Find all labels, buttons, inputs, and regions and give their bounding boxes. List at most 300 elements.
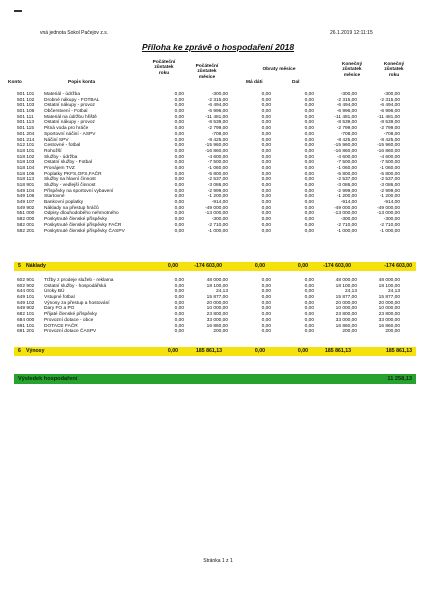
col-header-kon2-line3: roku — [388, 72, 400, 78]
income-cell-md: 0,00 — [261, 317, 271, 323]
income-cell-name: Ostatní služby - hospodářská — [44, 283, 107, 289]
expense-total-poc1: 0,00 — [167, 263, 178, 269]
expense-cell-kon2: -2 799,00 — [379, 126, 400, 132]
expense-cell-kon2: -2 315,00 — [379, 97, 400, 103]
expense-cell-name: Ostatní nákupy - provoz — [44, 103, 95, 109]
expense-cell-md: 0,00 — [261, 148, 271, 154]
expense-cell-poc2: -1 060,00 — [207, 165, 228, 171]
expense-cell-md: 0,00 — [261, 126, 271, 132]
expense-cell-konto: 501 115 — [17, 126, 34, 132]
expense-cell-kon1: -11 481,00 — [334, 114, 357, 120]
income-cell-kon1: 15 877,00 — [335, 295, 357, 301]
col-header-kon2-line1: Konečný — [383, 62, 405, 67]
expense-cell-konto: 501 101 — [17, 92, 35, 97]
expense-cell-konto: 549 107 — [17, 200, 35, 206]
income-total-dal: 0,00 — [297, 348, 308, 354]
expense-cell-poc2: -11 481,00 — [205, 114, 228, 120]
expense-cell-md: 0,00 — [261, 217, 271, 223]
expense-cell-name: Poplatky PKFS,OFS,FAČR — [44, 171, 102, 177]
income-cell-kon2: 200,00 — [385, 329, 400, 335]
expense-cell-konto: 501 113 — [17, 120, 34, 126]
expense-cell-name: Pronájem TVZ — [44, 165, 75, 171]
expense-cell-kon1: -2 315,00 — [336, 97, 357, 103]
income-cell-kon2: 33 000,00 — [378, 317, 400, 323]
expense-cell-kon1: -6 996,00 — [336, 109, 357, 115]
income-cell-poc2: 23 800,00 — [206, 312, 228, 318]
income-cell-kon1: 24,13 — [344, 289, 357, 295]
income-cell-dal: 0,00 — [304, 306, 314, 312]
income-cell-dal: 0,00 — [304, 300, 314, 306]
expense-cell-poc1: 0,00 — [174, 126, 184, 132]
expense-cell-poc2: -49 000,00 — [205, 205, 228, 211]
col-header-poc2 — [186, 64, 228, 80]
expense-cell-poc1: 0,00 — [174, 194, 184, 200]
income-cell-poc2: 24,13 — [215, 289, 228, 295]
expense-cell-kon2: -6 494,00 — [379, 103, 400, 109]
expense-cell-md: 0,00 — [261, 143, 271, 149]
income-total-kon2: 185 861,13 — [386, 348, 412, 354]
expense-cell-poc2: -300,00 — [211, 92, 228, 97]
expense-cell-dal: 0,00 — [304, 103, 314, 109]
expense-cell-dal: 0,00 — [304, 205, 314, 211]
income-cell-poc1: 0,00 — [174, 278, 184, 283]
expense-cell-md: 0,00 — [261, 109, 271, 115]
expense-cell-poc2: -6 996,00 — [207, 109, 228, 115]
expense-cell-md: 0,00 — [261, 222, 271, 228]
income-cell-name: Dary FO a PO — [44, 306, 75, 312]
expense-cell-md: 0,00 — [261, 205, 271, 211]
income-cell-dal: 0,00 — [304, 295, 314, 301]
expense-cell-poc2: -2 710,00 — [207, 222, 228, 228]
expense-cell-name: Poskytnuté členské příspěvky ČASPV — [44, 228, 125, 234]
expense-cell-md: 0,00 — [261, 194, 271, 200]
expense-cell-kon2: -708,00 — [383, 131, 400, 137]
expense-cell-name: Sportovní náčiní - ASPV — [44, 131, 96, 137]
col-header-konto: Konto — [8, 80, 22, 85]
expense-total-dal: 0,00 — [297, 263, 308, 269]
income-cell-poc1: 0,00 — [174, 306, 184, 312]
expense-cell-dal: 0,00 — [304, 160, 314, 166]
expense-cell-konto: 549 106 — [17, 194, 35, 200]
col-header-poc2-line2: zůstatek — [197, 69, 217, 75]
income-cell-poc1: 0,00 — [174, 289, 184, 295]
income-cell-kon1: 18 100,00 — [335, 283, 357, 289]
income-cell-md: 0,00 — [261, 283, 271, 289]
expense-total-md: 0,00 — [254, 263, 265, 269]
expense-cell-name: Náklady na přestup hráčů — [44, 205, 99, 211]
income-cell-dal: 0,00 — [304, 289, 314, 295]
expense-cell-kon2: -8 425,00 — [379, 137, 400, 143]
expense-cell-konto: 501 204 — [17, 131, 35, 137]
expense-cell-name: Poskytnuté členské příspěvky — [44, 217, 108, 223]
expense-cell-poc1: 0,00 — [174, 183, 184, 188]
expense-cell-md: 0,00 — [261, 114, 271, 120]
income-cell-name: Provozní dotace ČASPV — [44, 329, 97, 335]
expense-cell-md: 0,00 — [261, 211, 271, 217]
income-cell-dal: 0,00 — [304, 329, 314, 335]
report-date: 26.1.2019 12:11:15 — [330, 30, 373, 36]
expense-cell-name: Drobné nákupy - FOTBAL — [44, 97, 100, 103]
expense-cell-name: Bankovní poplatky — [44, 200, 84, 206]
expense-cell-kon1: -2 999,00 — [336, 188, 357, 194]
income-cell-kon1: 200,00 — [342, 329, 357, 335]
col-header-dal: Dal — [292, 80, 300, 85]
expense-cell-kon1: -1 060,00 — [336, 165, 357, 171]
expense-cell-kon1: -300,00 — [340, 217, 357, 223]
expense-cell-kon2: -1 200,00 — [379, 194, 400, 200]
income-cell-poc1: 0,00 — [174, 295, 184, 301]
expense-cell-kon1: -8 539,00 — [336, 120, 357, 126]
income-cell-kon1: 48 000,00 — [335, 278, 357, 283]
income-cell-poc2: 48 000,00 — [206, 278, 228, 283]
expense-total-kon2: -174 603,00 — [384, 263, 412, 269]
expense-cell-dal: 0,00 — [304, 137, 314, 143]
expense-cell-poc1: 0,00 — [174, 160, 184, 166]
expense-cell-dal: 0,00 — [304, 148, 314, 154]
expense-cell-konto: 582 201 — [17, 228, 35, 234]
income-cell-poc1: 0,00 — [174, 300, 184, 306]
expense-cell-konto: 549 902 — [17, 205, 35, 211]
expense-total-label: Náklady — [26, 263, 46, 269]
expense-cell-name: Odpisy dlouhodobého nehmotného — [44, 211, 119, 217]
expense-cell-dal: 0,00 — [304, 177, 314, 183]
income-cell-name: Přijaté členské příspěvky — [44, 312, 98, 318]
income-cell-konto: 684 000 — [17, 317, 35, 323]
expense-cell-md: 0,00 — [261, 228, 271, 234]
expense-cell-dal: 0,00 — [304, 126, 314, 132]
expense-cell-kon2: -3 086,00 — [379, 183, 400, 188]
expense-cell-poc1: 0,00 — [174, 171, 184, 177]
expense-cell-name: Rohožší — [44, 148, 62, 154]
expense-cell-poc2: -3 086,00 — [207, 183, 228, 188]
income-cell-poc1: 0,00 — [174, 317, 184, 323]
expense-cell-kon1: -49 000,00 — [334, 205, 357, 211]
expense-cell-poc1: 0,00 — [174, 200, 184, 206]
expense-cell-kon2: -2 710,00 — [379, 222, 400, 228]
income-cell-konto: 649 101 — [17, 295, 35, 301]
col-header-poc1-line3: roku — [158, 70, 170, 76]
expense-cell-name: Startovné — [44, 194, 65, 200]
income-cell-dal: 0,00 — [304, 278, 314, 283]
expense-cell-name: Ostatní služby - Fotbal — [44, 160, 92, 166]
income-cell-konto: 649 902 — [17, 306, 35, 312]
col-header-kon2-line2: zůstatek — [384, 67, 404, 73]
expense-cell-poc2: -708,00 — [211, 131, 228, 137]
expense-cell-kon1: -1 000,00 — [336, 228, 357, 234]
expense-cell-md: 0,00 — [261, 200, 271, 206]
income-cell-kon1: 10 000,00 — [335, 306, 357, 312]
expense-cell-name: Pitná voda pro hráče — [44, 126, 89, 132]
expense-cell-poc2: -13 000,00 — [205, 211, 228, 217]
income-cell-md: 0,00 — [261, 312, 271, 318]
expense-cell-name: Cestovné - fotbal — [44, 143, 81, 149]
expense-cell-kon2: -8 539,00 — [379, 120, 400, 126]
expense-cell-poc1: 0,00 — [174, 177, 184, 183]
expense-cell-poc2: -2 799,00 — [207, 126, 228, 132]
col-header-obraty: Obraty měsíce — [262, 67, 296, 72]
expense-cell-kon2: -2 537,00 — [379, 177, 400, 183]
expense-cell-kon1: -2 799,00 — [336, 126, 357, 132]
result-row — [14, 374, 416, 384]
expense-cell-poc1: 0,00 — [174, 165, 184, 171]
income-cell-name: Provozní dotace - obce — [44, 317, 94, 323]
income-cell-poc2: 200,00 — [213, 329, 228, 335]
col-header-poc2-line3: měsíce — [198, 74, 216, 80]
income-cell-poc1: 0,00 — [174, 283, 184, 289]
expense-cell-poc1: 0,00 — [174, 205, 184, 211]
expense-cell-poc1: 0,00 — [174, 97, 184, 103]
income-total-poc2: 185 861,13 — [196, 348, 222, 354]
expense-cell-dal: 0,00 — [304, 171, 314, 177]
income-cell-name: Výnosy za přestup a hostování — [44, 300, 110, 306]
income-cell-md: 0,00 — [261, 329, 271, 335]
expense-cell-konto: 518 113 — [17, 177, 34, 183]
expense-cell-konto: 518 101 — [17, 148, 35, 154]
income-cell-poc2: 33 000,00 — [206, 317, 228, 323]
expense-cell-kon1: -13 000,00 — [334, 211, 357, 217]
expense-cell-name: Služby - vedlejší činnost — [44, 183, 96, 188]
expense-cell-dal: 0,00 — [304, 92, 314, 97]
expense-cell-konto: 549 104 — [17, 188, 35, 194]
expense-cell-poc1: 0,00 — [174, 217, 184, 223]
report-title: Příloha ke zprávě o hospodaření 2018 — [141, 42, 295, 52]
expense-cell-kon2: -2 999,00 — [379, 188, 400, 194]
expense-cell-kon2: -914,00 — [383, 200, 400, 206]
expense-cell-kon1: -2 710,00 — [336, 222, 357, 228]
expense-cell-dal: 0,00 — [304, 217, 314, 223]
col-header-poc1 — [142, 60, 186, 76]
income-cell-kon2: 18 100,00 — [378, 283, 400, 289]
expense-cell-md: 0,00 — [261, 183, 271, 188]
expense-cell-name: Občerstvení - Fotbal — [44, 109, 88, 115]
expense-cell-konto: 512 101 — [17, 143, 35, 149]
income-cell-konto: 644 001 — [17, 289, 35, 295]
expense-cell-poc1: 0,00 — [174, 92, 184, 97]
expense-cell-konto: 501 214 — [17, 137, 35, 143]
result-value: 11 258,13 — [387, 376, 412, 382]
expense-cell-poc1: 0,00 — [174, 143, 184, 149]
result-label: Výsledek hospodaření — [18, 376, 78, 382]
expense-cell-md: 0,00 — [261, 160, 271, 166]
expense-cell-dal: 0,00 — [304, 194, 314, 200]
income-cell-name: Tržby z prodeje služeb - reklama — [44, 278, 114, 283]
income-cell-md: 0,00 — [261, 295, 271, 301]
expense-cell-kon2: -1 000,00 — [379, 228, 400, 234]
expense-cell-kon2: -49 000,00 — [377, 205, 400, 211]
expense-cell-kon1: -708,00 — [340, 131, 357, 137]
expense-cell-md: 0,00 — [261, 188, 271, 194]
expense-cell-kon2: -15 960,00 — [377, 143, 400, 149]
expense-cell-kon1: -914,00 — [340, 200, 357, 206]
expense-cell-poc2: -1 200,00 — [207, 194, 228, 200]
col-header-kon1 — [330, 62, 374, 78]
expense-cell-poc2: -2 537,00 — [207, 177, 228, 183]
col-header-popis: Popis konta — [68, 80, 96, 85]
expense-cell-poc2: -16 860,00 — [205, 148, 228, 154]
expense-cell-poc1: 0,00 — [174, 114, 184, 120]
income-cell-konto: 682 101 — [17, 312, 35, 318]
income-cell-konto: 649 102 — [17, 300, 35, 306]
expense-cell-poc2: -300,00 — [211, 217, 228, 223]
expense-cell-poc2: -914,00 — [211, 200, 228, 206]
expense-cell-md: 0,00 — [261, 97, 271, 103]
expense-cell-kon1: -6 494,00 — [336, 103, 357, 109]
expense-cell-poc1: 0,00 — [174, 137, 184, 143]
col-header-kon2 — [372, 62, 416, 78]
expense-cell-kon1: -1 200,00 — [336, 194, 357, 200]
expense-cell-dal: 0,00 — [304, 143, 314, 149]
income-total-label: Výnosy — [26, 348, 45, 354]
expense-cell-konto: 501 106 — [17, 109, 35, 115]
expense-cell-poc1: 0,00 — [174, 120, 184, 126]
expense-cell-dal: 0,00 — [304, 131, 314, 137]
expense-cell-md: 0,00 — [261, 177, 271, 183]
col-header-poc2-line1: Počáteční — [195, 64, 219, 69]
expense-cell-konto: 518 901 — [17, 183, 35, 188]
income-cell-kon1: 33 000,00 — [335, 317, 357, 323]
expense-table — [0, 92, 436, 234]
expense-cell-dal: 0,00 — [304, 154, 314, 160]
expense-cell-konto: 551 000 — [17, 211, 35, 217]
expense-cell-kon2: -300,00 — [383, 217, 400, 223]
income-cell-name: DOTACE FAČR — [44, 323, 78, 329]
expense-cell-kon1: -16 860,00 — [334, 148, 357, 154]
expense-cell-dal: 0,00 — [304, 114, 314, 120]
income-cell-kon1: 20 000,00 — [335, 300, 357, 306]
expense-cell-dal: 0,00 — [304, 222, 314, 228]
expense-cell-md: 0,00 — [261, 131, 271, 137]
col-header-kon1-line1: Konečný — [341, 62, 363, 67]
expense-cell-kon1: -15 960,00 — [334, 143, 357, 149]
expense-total-poc2: -174 603,00 — [194, 263, 222, 269]
expense-cell-name: Materiál - údržba — [44, 92, 80, 97]
income-total-row — [14, 347, 416, 356]
expense-cell-name: Příspěvky na sportovní vybavení — [44, 188, 114, 194]
expense-cell-poc2: -2 315,00 — [207, 97, 228, 103]
expense-cell-poc2: -8 425,00 — [207, 137, 228, 143]
income-cell-poc1: 0,00 — [174, 329, 184, 335]
income-cell-kon1: 23 800,00 — [335, 312, 357, 318]
expense-cell-dal: 0,00 — [304, 228, 314, 234]
expense-cell-md: 0,00 — [261, 120, 271, 126]
expense-cell-konto: 501 102 — [17, 97, 35, 103]
expense-cell-name: Poskytnuté členské příspěvky FAČR — [44, 222, 122, 228]
expense-cell-kon2: -5 800,00 — [379, 171, 400, 177]
scan-mark — [14, 10, 22, 12]
income-total-poc1: 0,00 — [167, 348, 178, 354]
income-cell-kon2: 16 860,00 — [378, 323, 400, 329]
expense-cell-dal: 0,00 — [304, 188, 314, 194]
expense-cell-konto: 582 001 — [17, 222, 35, 228]
expense-cell-poc2: -4 600,00 — [207, 154, 228, 160]
expense-cell-kon1: -5 800,00 — [336, 171, 357, 177]
expense-cell-kon2: -4 600,00 — [379, 154, 400, 160]
expense-total-kon1: -174 603,00 — [323, 263, 351, 269]
income-cell-poc2: 18 100,00 — [206, 283, 228, 289]
income-cell-poc2: 16 860,00 — [206, 323, 228, 329]
expense-cell-name: Služby - údržba — [44, 154, 78, 160]
expense-cell-kon2: -6 996,00 — [379, 109, 400, 115]
expense-cell-poc2: -1 000,00 — [207, 228, 228, 234]
expense-cell-kon2: -16 860,00 — [377, 148, 400, 154]
expense-cell-kon1: -8 425,00 — [336, 137, 357, 143]
income-total-kon1: 185 861,13 — [325, 348, 351, 354]
expense-total-row — [14, 262, 416, 271]
expense-cell-dal: 0,00 — [304, 183, 314, 188]
income-cell-dal: 0,00 — [304, 312, 314, 318]
expense-cell-poc1: 0,00 — [174, 154, 184, 160]
income-cell-poc1: 0,00 — [174, 312, 184, 318]
expense-cell-name: Náčiní SPV — [44, 137, 69, 143]
expense-cell-konto: 501 103 — [17, 103, 35, 109]
expense-cell-poc1: 0,00 — [174, 148, 184, 154]
col-header-md: Má dáti — [246, 80, 263, 85]
income-cell-kon2: 15 877,00 — [378, 295, 400, 301]
income-cell-konto: 691 101 — [17, 323, 35, 329]
income-cell-poc1: 0,00 — [174, 323, 184, 329]
col-header-kon1-line2: zůstatek — [342, 67, 362, 73]
income-cell-md: 0,00 — [261, 289, 271, 295]
income-cell-kon2: 24,13 — [387, 289, 400, 295]
expense-cell-name: Materiál na údržbu hřiště — [44, 114, 97, 120]
income-total-num: 6 — [18, 348, 21, 354]
expense-cell-kon2: -7 500,00 — [379, 160, 400, 166]
expense-cell-dal: 0,00 — [304, 200, 314, 206]
expense-cell-konto: 501 111 — [17, 114, 34, 120]
expense-cell-kon1: -3 086,00 — [336, 183, 357, 188]
expense-cell-kon2: -13 000,00 — [377, 211, 400, 217]
income-cell-konto: 602 902 — [17, 283, 35, 289]
expense-cell-kon2: -300,00 — [383, 92, 400, 97]
expense-cell-konto: 518 104 — [17, 165, 35, 171]
expense-cell-md: 0,00 — [261, 103, 271, 109]
expense-cell-dal: 0,00 — [304, 97, 314, 103]
income-cell-md: 0,00 — [261, 306, 271, 312]
expense-cell-kon2: -1 060,00 — [379, 165, 400, 171]
income-cell-name: Úroky BÚ — [44, 289, 65, 295]
income-cell-kon2: 10 000,00 — [378, 306, 400, 312]
expense-cell-kon1: -300,00 — [340, 92, 357, 97]
expense-cell-md: 0,00 — [261, 154, 271, 160]
expense-cell-dal: 0,00 — [304, 211, 314, 217]
income-total-md: 0,00 — [254, 348, 265, 354]
expense-cell-md: 0,00 — [261, 92, 271, 97]
expense-cell-konto: 518 102 — [17, 154, 35, 160]
income-row — [0, 329, 436, 335]
expense-cell-poc2: -5 800,00 — [207, 171, 228, 177]
income-cell-kon2: 48 000,00 — [378, 278, 400, 283]
expense-cell-dal: 0,00 — [304, 109, 314, 115]
income-cell-dal: 0,00 — [304, 317, 314, 323]
expense-cell-dal: 0,00 — [304, 120, 314, 126]
expense-cell-poc1: 0,00 — [174, 211, 184, 217]
income-cell-md: 0,00 — [261, 323, 271, 329]
income-cell-konto: 602 901 — [17, 278, 35, 283]
expense-cell-konto: 518 106 — [17, 171, 35, 177]
expense-cell-poc2: -6 494,00 — [207, 103, 228, 109]
expense-cell-kon1: -4 600,00 — [336, 154, 357, 160]
income-cell-dal: 0,00 — [304, 323, 314, 329]
expense-cell-poc2: -8 539,00 — [207, 120, 228, 126]
col-header-poc1-line1: Počáteční — [152, 60, 176, 65]
organization-name: vná jednota Sokol Pačejov z.s. — [40, 30, 109, 36]
expense-cell-poc2: -2 999,00 — [207, 188, 228, 194]
expense-total-num: 5 — [18, 263, 21, 269]
expense-cell-name: Ostatní nákupy - provoz — [44, 120, 95, 126]
income-cell-poc2: 20 000,00 — [206, 300, 228, 306]
expense-cell-poc1: 0,00 — [174, 131, 184, 137]
expense-cell-poc2: -15 960,00 — [205, 143, 228, 149]
